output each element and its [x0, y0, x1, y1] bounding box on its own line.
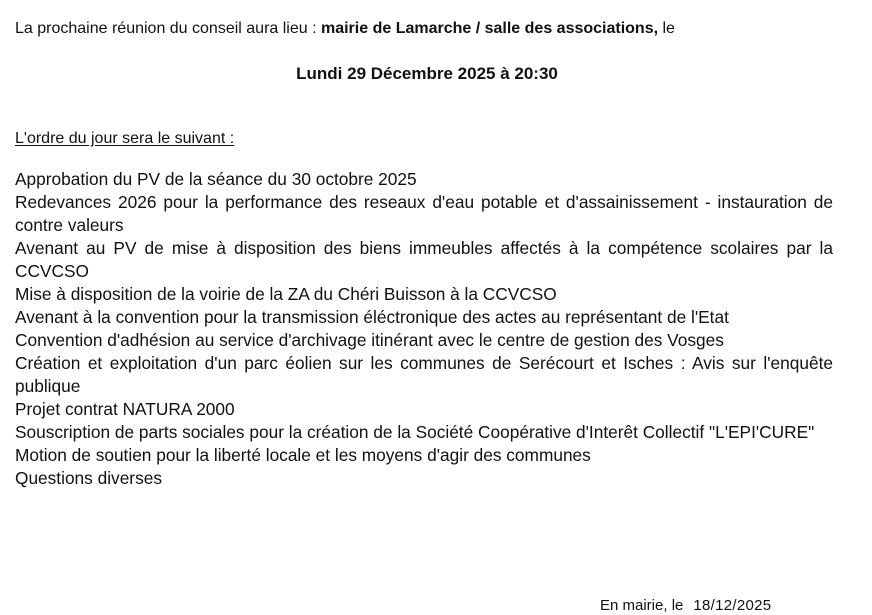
meeting-date: Lundi 29 Décembre 2025 à 20:30: [296, 64, 558, 83]
agenda-heading: L'ordre du jour sera le suivant :: [15, 130, 235, 147]
agenda-item: Approbation du PV de la séance du 30 octobre 2025: [15, 169, 417, 189]
agenda-item: Projet contrat NATURA 2000: [15, 399, 235, 419]
agenda-item: Souscription de parts sociales pour la création de la Société Coopérative d'Interêt Collectif "L'EPI'CURE": [15, 422, 815, 442]
signature-footer: [600, 597, 771, 615]
agenda-item: Mise à disposition de la voirie de la ZA du Chéri Buisson à la CCVCSO: [15, 284, 557, 304]
agenda-item: Motion de soutien pour la liberté locale et les moyens d'agir des communes: [15, 445, 591, 465]
agenda-list: [15, 168, 833, 490]
meeting-location-line: [15, 19, 675, 39]
meeting-location: mairie de Lamarche / salle des associations,: [320, 20, 659, 37]
agenda-item: Avenant au PV de mise à disposition des biens immeubles affectés à la compétence scolaires par la CCVCSO: [15, 238, 833, 281]
footer-label: En mairie, le: [600, 597, 684, 614]
agenda-item: Avenant à la convention pour la transmission éléctronique des actes au représentant de l'Etat: [15, 307, 729, 327]
agenda-item: Redevances 2026 pour la performance des reseaux d'eau potable et d'assainissement - instauration de contre valeurs: [15, 192, 833, 235]
intro-prefix: La prochaine réunion du conseil aura lieu :: [15, 20, 321, 37]
agenda-item: Questions diverses: [15, 468, 162, 488]
footer-date: 18/12/2025: [693, 597, 772, 614]
agenda-item: Création et exploitation d'un parc éolien sur les communes de Serécourt et Isches : Avis sur l'enquête publique: [15, 353, 833, 396]
agenda-item: Convention d'adhésion au service d'archivage itinérant avec le centre de gestion des Vosges: [15, 330, 724, 350]
intro-suffix: le: [658, 20, 675, 37]
